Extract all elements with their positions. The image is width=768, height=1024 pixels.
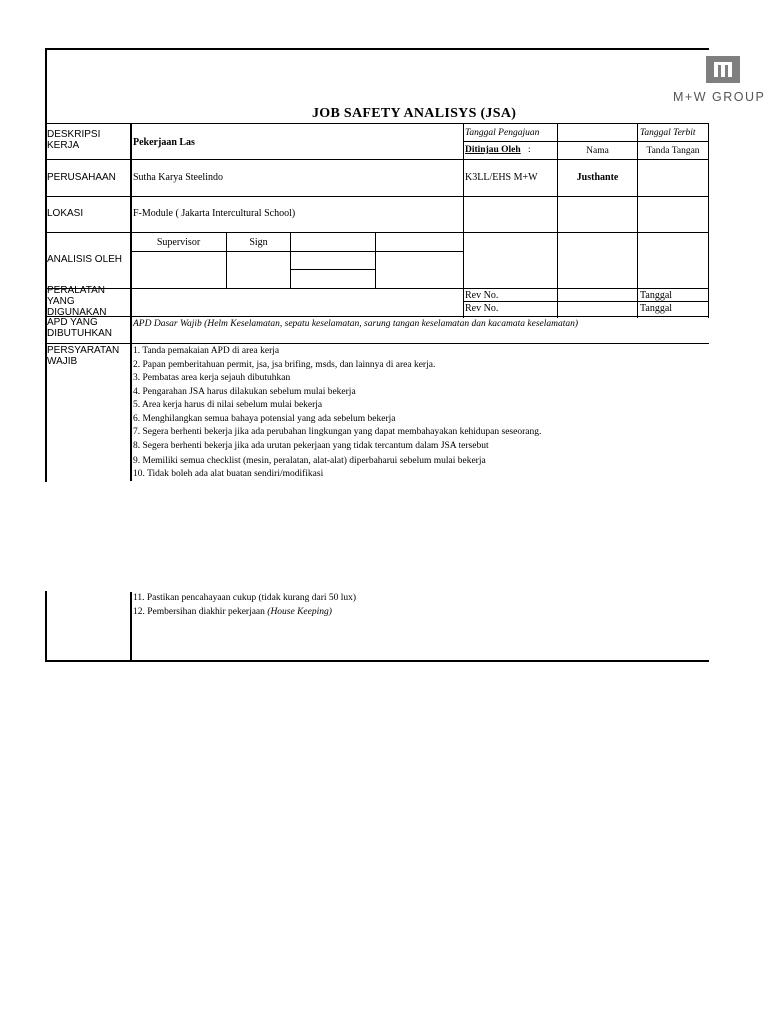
list-item: 1. Tanda pemakaian APD di area kerja [133,346,280,356]
row-line [45,316,709,317]
tanggal-pengajuan-label: Tanggal Pengajuan [465,128,540,138]
analisis-label: ANALISIS OLEH [47,254,123,265]
row-line [45,159,709,160]
top-border [45,48,709,50]
label-column-divider [130,124,132,481]
analisis-grid-line [131,251,463,252]
list-item: 9. Memiliki semua checklist (mesin, peralatan, alat-alat) diperbaharui sebelum mulai bekerja [133,456,486,466]
page-gap [44,482,48,591]
page-title: JOB SAFETY ANALISYS (JSA) [312,106,517,121]
sign-label: Sign [249,237,268,248]
row-line [45,232,709,233]
list-item: 10. Tidak boleh ada alat buatan sendiri/modifikasi [133,469,324,479]
lokasi-value: F-Module ( Jakarta Intercultural School) [133,208,296,219]
list-item: 2. Papan pemberitahuan permit, jsa, jsa brifing, msds, dan lainnya di area kerja. [133,360,436,370]
tanda-tangan-label: Tanda Tangan [646,146,700,156]
list-item: 7. Segera berhenti bekerja jika ada perubahan lingkungan yang dapat membahayakan kehidupan seseorang. [133,427,542,437]
row-line [45,123,709,124]
list-item [133,606,332,618]
row-line [45,343,709,344]
row-line [45,288,709,289]
apd-label: APD YANG DIBUTUHKAN [47,317,113,339]
logo-text: M+W GROUP [673,90,766,104]
list-item: 3. Pembatas area kerja sejauh dibutuhkan [133,373,291,383]
peralatan-label: PERALATAN YANG DIGUNAKAN [47,285,107,316]
list-item: 4. Pengarahan JSA harus dilakukan sebelum mulai bekerja [133,387,356,397]
row-line [463,141,709,142]
tanggal-1: Tanggal [640,290,673,301]
persyaratan-label: PERSYARATAN WAJIB [47,345,120,367]
tanggal-terbit-label: Tanggal Terbit [640,128,696,138]
ditinjau-label: Ditinjau Oleh [465,145,521,155]
rev-no-1: Rev No. [465,290,499,301]
nama-label: Nama [586,146,609,156]
supervisor-label: Supervisor [156,237,201,248]
lokasi-label: LOKASI [47,208,84,219]
perusahaan-label: PERUSAHAAN [47,172,116,183]
deskripsi-label: DESKRIPSI KERJA [47,129,101,151]
ditinjau-colon: : [528,145,531,155]
analisis-grid-line [290,269,375,270]
row-line [463,301,709,302]
company-logo [706,56,740,83]
list-item-text: 12. Pembersihan diakhir pekerjaan [133,607,265,617]
reviewer-name: Justhante [576,172,619,183]
apd-value: APD Dasar Wajib (Helm Keselamatan, sepatu keselamatan, sarung tangan keselamatan dan kacamata keselamatan) [133,319,579,329]
list-item: 6. Menghilangkan semua bahaya potensial yang ada sebelum bekerja [133,414,396,424]
list-item: 8. Segera berhenti bekerja jika ada urutan pekerjaan yang tidak tercantum dalam JSA tersebut [133,441,489,451]
perusahaan-value: Sutha Karya Steelindo [133,172,223,183]
analisis-grid-line [375,233,376,288]
reviewer-company: K3LL/EHS M+W [465,172,538,183]
rev-no-2: Rev No. [465,303,499,314]
row-line [45,196,709,197]
list-item: 5. Area kerja harus di nilai sebelum mulai bekerja [133,400,323,410]
label-column-divider-lower [130,592,132,662]
tanggal-2: Tanggal [640,303,673,314]
deskripsi-value: Pekerjaan Las [133,137,195,148]
list-item: 11. Pastikan pencahayaan cukup (tidak kurang dari 50 lux) [133,593,357,603]
house-keeping-note: (House Keeping) [267,607,332,617]
bottom-border [45,660,709,662]
analisis-grid-line [290,233,291,288]
